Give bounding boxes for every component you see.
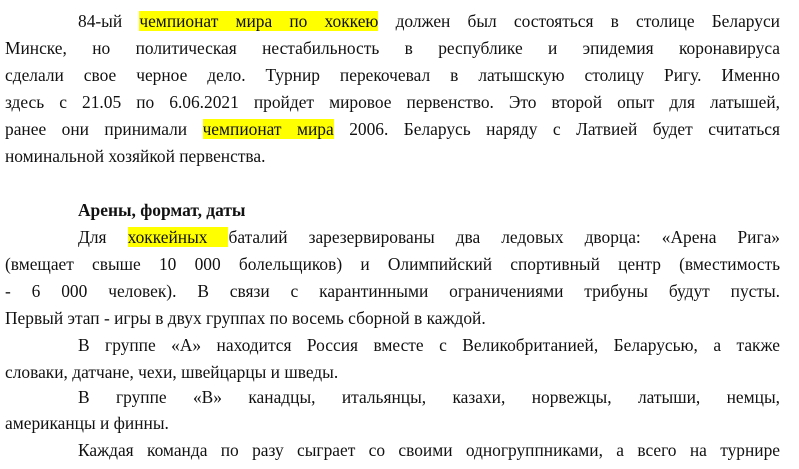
paragraph-1-line-3: сделали свое черное дело. Турнир перекочевал в латышскую столицу Ригу. Именно <box>5 65 780 85</box>
paragraph-2-line-2: (вмещает свыше 10 000 болельщиков) и Олимпийский спортивный центр (вместимость <box>5 254 780 274</box>
text-run: 2006. Беларусь наряду с Латвией будет считаться <box>333 119 780 139</box>
paragraph-3-line-2: словаки, датчане, чехи, швейцарцы и шведы. <box>5 362 339 382</box>
paragraph-2-line-4: Первый этап - игры в двух группах по восемь сборной в каждой. <box>5 308 486 328</box>
paragraph-2-line-1 <box>5 224 780 250</box>
paragraph-1-line-6: номинальной хозяйкой первенства. <box>5 146 266 166</box>
highlighted-term: чемпионат мира <box>202 119 334 139</box>
text-run: Для <box>78 227 128 247</box>
paragraph-5-line-1: Каждая команда по разу сыграет со своими одногруппниками, а всего на турнире <box>78 440 780 460</box>
paragraph-1-line-4: здесь с 21.05 по 6.06.2021 пройдет мировое первенство. Это второй опыт для латышей, <box>5 92 780 112</box>
highlighted-term: чемпионат мира по хоккею <box>139 11 379 31</box>
highlighted-term: хоккейных <box>127 227 229 247</box>
paragraph-3-line-1: В группе «А» находится Россия вместе с Великобританией, Беларусью, а также <box>78 335 780 355</box>
paragraph-1-line-1 <box>5 8 780 34</box>
text-run: ранее они принимали <box>5 119 203 139</box>
paragraph-2-line-3: - 6 000 человек). В связи с карантинными ограничениями трибуны будут пусты. <box>5 281 780 301</box>
text-run: должен был состояться в столице Беларуси <box>378 11 780 31</box>
text-run: 84-ый <box>78 11 140 31</box>
text-run: баталий зарезервированы два ледовых дворца: «Арена Рига» <box>228 227 780 247</box>
section-heading: Арены, формат, даты <box>78 200 246 220</box>
paragraph-4-line-1: В группе «В» канадцы, итальянцы, казахи, норвежцы, латыши, немцы, <box>78 387 780 407</box>
paragraph-1-line-5 <box>5 116 780 142</box>
paragraph-4-line-2: американцы и финны. <box>5 413 169 433</box>
paragraph-1-line-2: Минске, но политическая нестабильность в республике и эпидемия коронавируса <box>5 38 780 58</box>
